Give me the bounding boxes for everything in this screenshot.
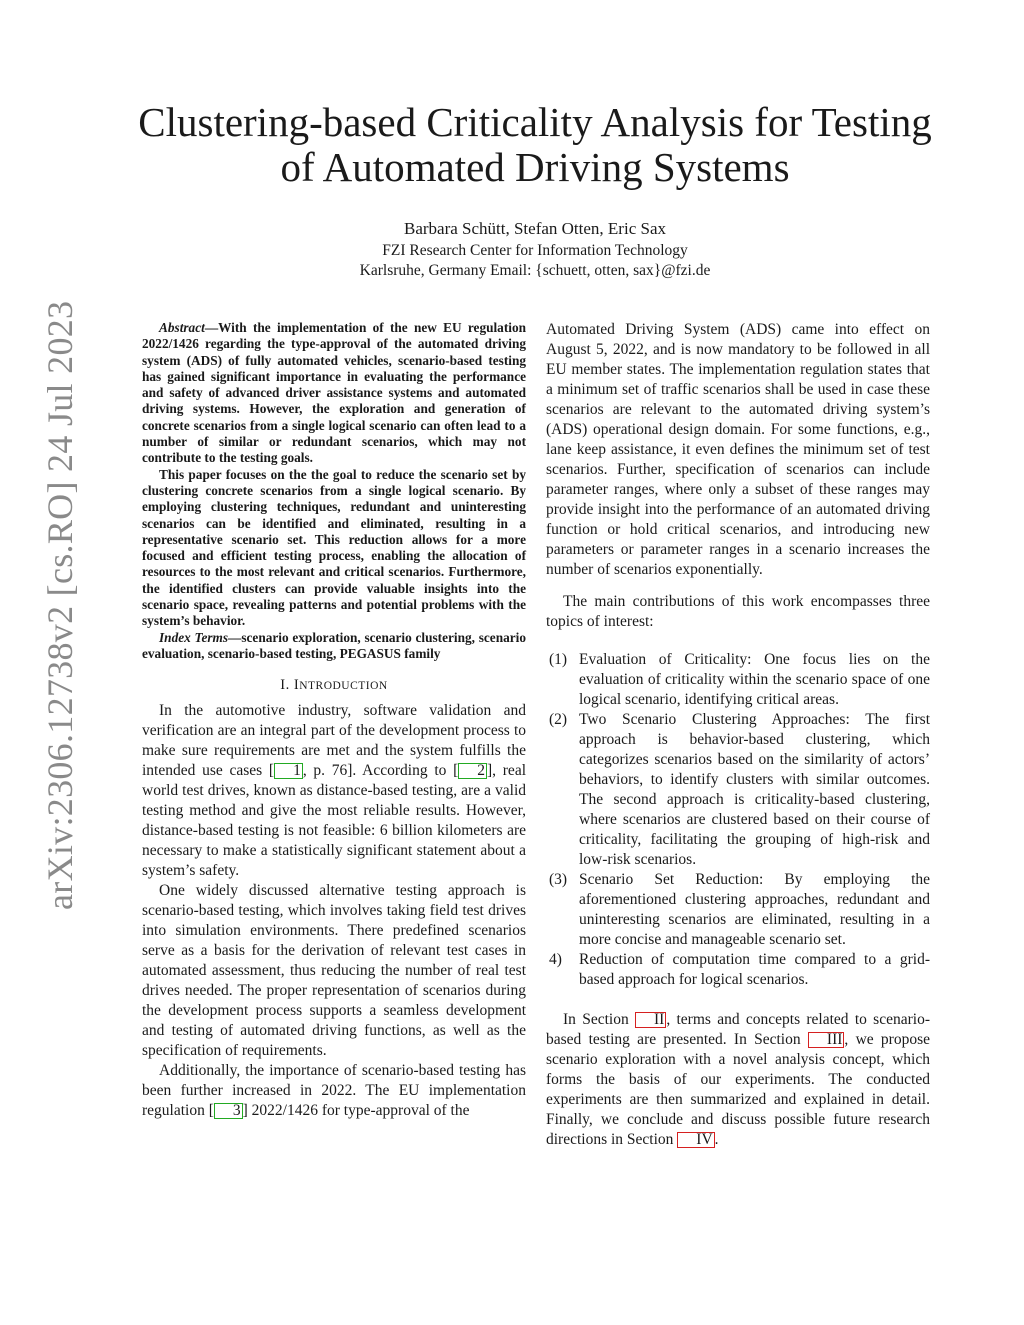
list-text: Evaluation of Criticality: One focus lies on the evaluation of criticality within the scenario space of one logical scenario, identifying critical areas. [579,651,930,708]
outline-body [546,1010,930,1150]
title-line-1: Clustering-based Criticality Analysis for Testing [138,99,932,145]
section-link-3[interactable]: III [808,1032,845,1048]
arxiv-identifier: arXiv:2306.12738v2 [cs.RO] 24 Jul 2023 [40,300,80,910]
affiliation-block [100,241,970,281]
paper-title [100,100,970,190]
address-email: Karlsruhe, Germany Email: {schuett, otten, sax}@fzi.de [359,262,711,279]
section-first-letter: I [293,677,300,694]
citation-2[interactable]: 2 [458,763,487,779]
contributions-intro: The main contributions of this work encompasses three topics of interest: [546,593,930,630]
text: In Section [563,1011,635,1028]
index-terms-label: Index Terms [159,629,229,645]
section-heading-introduction [142,677,526,694]
section-number: I. [280,677,290,694]
section-link-2[interactable]: II [635,1012,666,1028]
list-text: Two Scenario Clustering Approaches: The first approach is behavior-based clustering, which categorizes scenarios based on the similarity of actors’ behaviors, to identify clusters with similar outcomes. The second approach is criticality-based clustering, where scenarios are clustered based on their course of criticality, facilitating the grouping of high-risk and low-risk scenarios. [579,711,930,868]
text: , we propose scenario exploration with a novel analysis concept, which forms the basis of our experiments. The conducted experiments are then summarized and explained in detail. Finally, we conclude and discuss possible future research directions in Section [546,1031,930,1148]
introduction-body [142,701,526,1121]
list-number: (3) [549,871,568,888]
list-item [546,650,930,710]
text: . [714,1131,719,1148]
citation-1[interactable]: 1 [274,763,303,779]
text: , p. 76]. According to [ [302,762,459,780]
text: ], real world test drives, known as distance-based testing, are a valid testing method and give the most reliable results. However, distance-based testing is not feasible: 6 billion kilometers are necessary to make a statistically significant statement about a system’s safety. [142,762,527,880]
intro-paragraph-1 [142,701,526,881]
section-link-4[interactable]: IV [677,1132,714,1148]
section-rest: NTRODUCTION [299,680,388,693]
title-line-2: of Automated Driving Systems [280,144,790,190]
left-column [142,320,526,1121]
list-item [546,950,930,990]
text: In the automotive industry, software validation and verification are an integral part of the development process to make sure requirements are met and the system fulfills the intended use cases [ [142,702,526,780]
abstract-paragraph-2: This paper focuses on the the goal to reduce the scenario set by clustering concrete scenarios from a single logical scenario. By employing clustering techniques, redundant and uninteresting scenarios can be identified and eliminated, resulting in a representative scenario set. This reduction allows for a more focused and efficient testing process, enabling the allocation of resources to the most relevant and critical scenarios. Furthermore, the identified clusters can provide valuable insights into the scenario space, revealing patterns and potential problems with the system’s behavior. [142,466,526,629]
affiliation: FZI Research Center for Information Technology [382,242,688,259]
right-paragraph-1: Automated Driving System (ADS) came into effect on August 5, 2022, and is now mandatory to be followed in all EU member states. The implementation regulation states that a minimum set of traffic scenarios shall be used in case these scenarios are relevant to the automated driving system’s (ADS) operational design domain. For some functions, e.g., lane keep assistance, it even defines the minimum set of test scenarios. Further, specification of scenarios can include parameter ranges, where only a subset of these ranges may provide insight into the performance of an automated driving function or hold critical scenarios, and introducing new parameters or parameter ranges in a scenario increases the number of scenarios exponentially. [546,321,930,578]
list-text: Reduction of computation time compared to a grid-based approach for logical scenarios. [579,951,930,988]
list-text: Scenario Set Reduction: By employing the aforementioned clustering approaches, redundant and uninteresting scenarios are eliminated, resulting in a more concise and manageable scenario set. [579,871,930,948]
index-terms-text: scenario exploration, scenario clustering, scenario evaluation, scenario-based testing, PEGASUS family [142,629,527,661]
index-terms: Index Terms—scenario exploration, scenario clustering, scenario evaluation, scenario-based testing, PEGASUS family [142,629,527,661]
intro-paragraph-2: One widely discussed alternative testing approach is scenario-based testing, which involves taking field test drives into simulation environments. There predefined scenarios serve as a basis for the derivation of relevant test cases in automated assessment, thus reducing the number of real test drives needed. The proper representation of scenarios during the development process supports a seamless development and testing of automated driving functions, as well as the specification of requirements. [142,882,526,1060]
text: ] 2022/1426 for type-approval of the [242,1102,470,1120]
abstract-paragraph-1: Abstract—With the implementation of the new EU regulation 2022/1426 regarding the type-approval of the automated driving system (ADS) of fully automated vehicles, scenario-based testing has gained significant importance in evaluating the performance and safety of advanced driver assistance systems and automated driving systems. However, the exploration and generation of concrete scenarios from a single logical scenario can often lead to a number of similar or redundant scenarios, which may not contribute to the testing goals. [142,320,526,466]
outline-paragraph [546,1010,930,1150]
list-number: (2) [549,711,568,728]
abstract-label: Abstract [159,320,205,335]
citation-3[interactable]: 3 [214,1103,243,1119]
intro-paragraph-3 [142,1061,526,1121]
right-column [546,320,930,1150]
list-item [546,870,930,950]
abstract-text-1: With the implementation of the new EU regulation 2022/1426 regarding the type-approval of the automated driving system (ADS) of fully automated vehicles, scenario-based testing has gained significant importance in evaluating the performance and safety of advanced driver assistance systems and automated driving systems. However, the exploration and generation of concrete scenarios from a single logical scenario can often lead to a number of similar or redundant scenarios, which may not contribute to the testing goals. [142,320,526,466]
right-body [546,320,930,632]
contributions-list [546,650,930,990]
abstract [142,320,526,662]
text: , terms and concepts related to scenario-based testing are presented. In Section [546,1011,930,1048]
authors: Barbara Schütt, Stefan Otten, Eric Sax [403,219,666,238]
list-number: (1) [549,651,568,668]
text: Additionally, the importance of scenario-based testing has been further increased in 2022. The EU implementation regulation [ [142,1062,526,1120]
list-item [546,710,930,870]
list-number: 4) [549,951,562,968]
